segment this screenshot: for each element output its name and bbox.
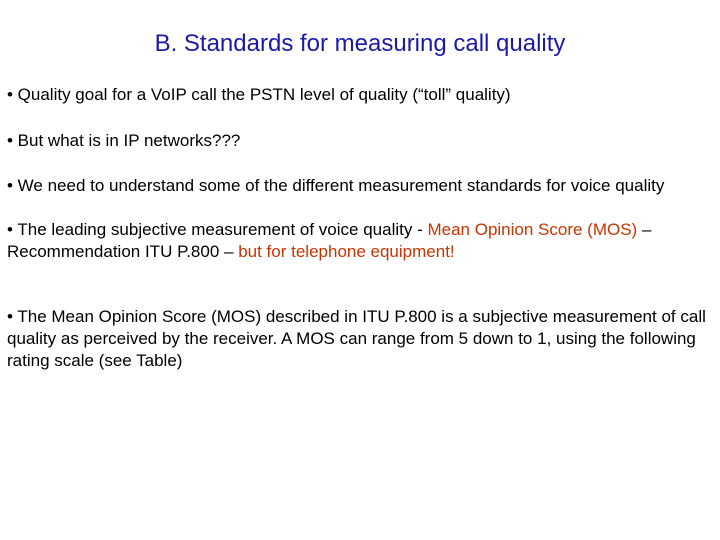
bullet-mos-leading-measurement [7,219,715,263]
itu-recommendation-text: – Recommendation ITU P.800 – [7,220,652,261]
slide-title: B. Standards for measuring call quality [154,30,566,57]
bullet-voip-quality-goal: • Quality goal for a VoIP call the PSTN level of quality (“toll” quality) [7,85,511,104]
bullet-list [7,84,715,372]
mos-bullet-intro: • The leading subjective measurement of voice quality - [7,220,428,239]
mos-term-highlight: Mean Opinion Score (MOS) [427,220,638,239]
telephone-equipment-highlight: but for telephone equipment! [238,242,455,261]
bullet-measurement-standards: • We need to understand some of the different measurement standards for voice quality [7,176,665,195]
bullet-ip-networks-question: • But what is in IP networks??? [7,131,241,150]
bullet-mos-description: • The Mean Opinion Score (MOS) described in ITU P.800 is a subjective measurement of call quality as perceived by the receiver. A MOS can range from 5 down to 1, using the following rating scale (see Table) [7,307,706,370]
